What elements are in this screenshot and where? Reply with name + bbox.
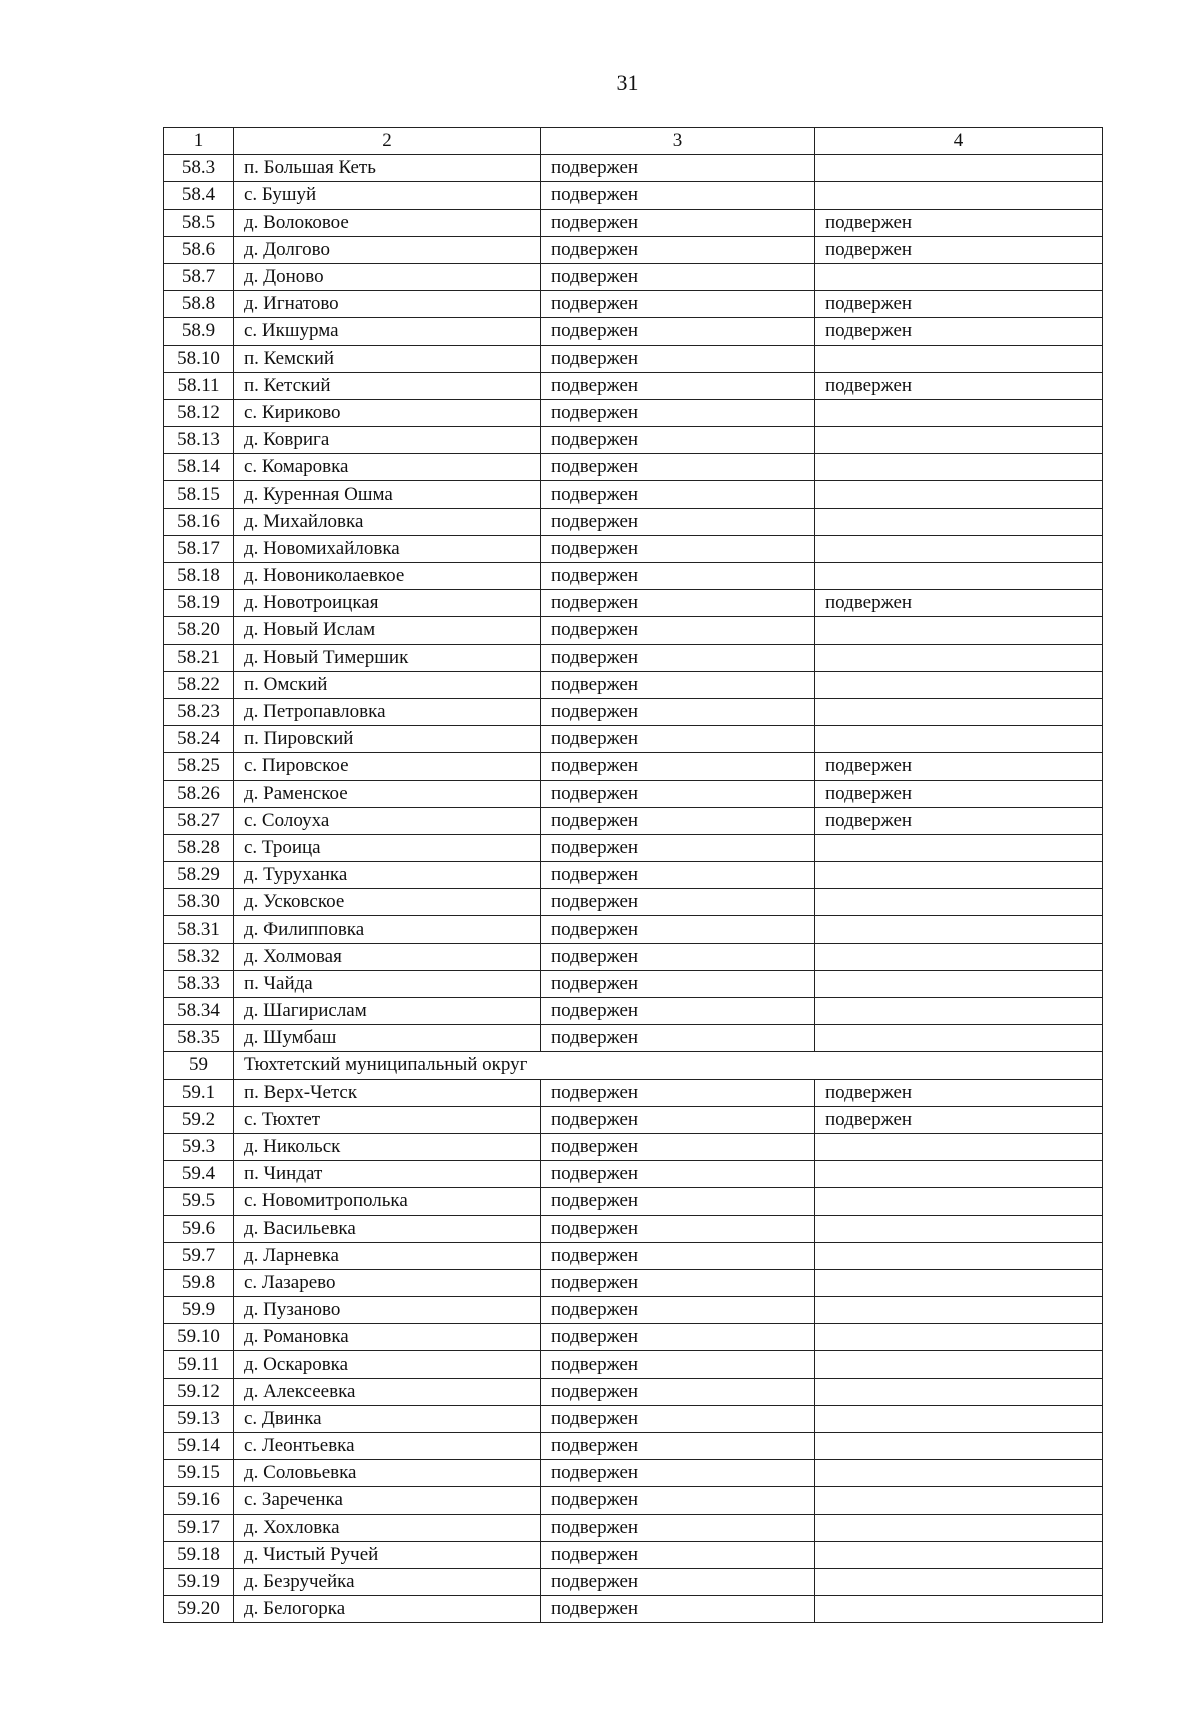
column-3-cell: подвержен xyxy=(541,1596,815,1623)
column-4-cell xyxy=(815,1460,1103,1487)
settlement-name-cell: д. Новониколаевкое xyxy=(234,563,541,590)
column-4-cell: подвержен xyxy=(815,590,1103,617)
row-number-cell: 58.19 xyxy=(164,590,234,617)
settlement-name-cell: д. Михайловка xyxy=(234,508,541,535)
row-number-cell: 59.2 xyxy=(164,1106,234,1133)
column-3-cell: подвержен xyxy=(541,1025,815,1052)
column-4-cell xyxy=(815,1324,1103,1351)
settlement-name-cell: д. Пузаново xyxy=(234,1297,541,1324)
settlement-name-cell: с. Двинка xyxy=(234,1405,541,1432)
column-3-cell: подвержен xyxy=(541,753,815,780)
row-number-cell: 58.15 xyxy=(164,481,234,508)
settlement-name-cell: д. Усковское xyxy=(234,889,541,916)
table-row xyxy=(164,671,1103,698)
table-row xyxy=(164,753,1103,780)
row-number-cell: 58.34 xyxy=(164,998,234,1025)
settlement-name-cell: с. Леонтьевка xyxy=(234,1433,541,1460)
table-row xyxy=(164,1106,1103,1133)
table-row xyxy=(164,427,1103,454)
table-row xyxy=(164,1378,1103,1405)
column-3-cell: подвержен xyxy=(541,508,815,535)
column-3-cell: подвержен xyxy=(541,1297,815,1324)
row-number-cell: 59.18 xyxy=(164,1541,234,1568)
column-4-cell xyxy=(815,182,1103,209)
column-4-cell xyxy=(815,1487,1103,1514)
settlement-name-cell: с. Лазарево xyxy=(234,1269,541,1296)
row-number-cell: 59.9 xyxy=(164,1297,234,1324)
settlement-name-cell: п. Большая Кеть xyxy=(234,155,541,182)
row-number-cell: 59.15 xyxy=(164,1460,234,1487)
settlement-name-cell: д. Филипповка xyxy=(234,916,541,943)
column-4-cell xyxy=(815,1188,1103,1215)
table-row xyxy=(164,508,1103,535)
settlement-name-cell: п. Чиндат xyxy=(234,1161,541,1188)
table-row xyxy=(164,481,1103,508)
column-3-cell: подвержен xyxy=(541,889,815,916)
table-row xyxy=(164,372,1103,399)
settlement-name-cell: с. Солоуха xyxy=(234,807,541,834)
row-number-cell: 59.20 xyxy=(164,1596,234,1623)
column-3-cell: подвержен xyxy=(541,535,815,562)
column-3-cell: подвержен xyxy=(541,1568,815,1595)
row-number-cell: 58.21 xyxy=(164,644,234,671)
column-3-cell: подвержен xyxy=(541,590,815,617)
column-4-cell xyxy=(815,1215,1103,1242)
column-4-cell: подвержен xyxy=(815,1079,1103,1106)
table-row xyxy=(164,1215,1103,1242)
column-4-cell xyxy=(815,454,1103,481)
table-row xyxy=(164,970,1103,997)
column-4-cell: подвержен xyxy=(815,753,1103,780)
column-3-cell: подвержен xyxy=(541,372,815,399)
column-3-cell: подвержен xyxy=(541,970,815,997)
column-3-cell: подвержен xyxy=(541,182,815,209)
section-row xyxy=(164,1052,1103,1079)
settlement-name-cell: с. Троица xyxy=(234,834,541,861)
settlement-name-cell: д. Петропавловка xyxy=(234,698,541,725)
table-row xyxy=(164,1297,1103,1324)
row-number-cell: 59.6 xyxy=(164,1215,234,1242)
table-row xyxy=(164,1079,1103,1106)
column-4-cell xyxy=(815,1025,1103,1052)
row-number-cell: 59.8 xyxy=(164,1269,234,1296)
column-3-cell: подвержен xyxy=(541,1541,815,1568)
column-3-cell: подвержен xyxy=(541,644,815,671)
column-3-cell: подвержен xyxy=(541,1133,815,1160)
row-number-cell: 58.25 xyxy=(164,753,234,780)
column-3-cell: подвержен xyxy=(541,1514,815,1541)
settlement-name-cell: д. Новый Тимершик xyxy=(234,644,541,671)
row-number-cell: 58.11 xyxy=(164,372,234,399)
header-row xyxy=(164,128,1103,155)
row-number-cell: 58.23 xyxy=(164,698,234,725)
column-4-cell xyxy=(815,1433,1103,1460)
row-number-cell: 58.14 xyxy=(164,454,234,481)
column-3-cell: подвержен xyxy=(541,1487,815,1514)
settlement-name-cell: с. Кириково xyxy=(234,399,541,426)
column-4-cell xyxy=(815,644,1103,671)
column-3-cell: подвержен xyxy=(541,1079,815,1106)
column-4-cell xyxy=(815,155,1103,182)
column-3-cell: подвержен xyxy=(541,834,815,861)
column-3-cell: подвержен xyxy=(541,1433,815,1460)
column-4-cell: подвержен xyxy=(815,236,1103,263)
column-3-cell: подвержен xyxy=(541,563,815,590)
settlement-name-cell: д. Туруханка xyxy=(234,862,541,889)
column-3-cell: подвержен xyxy=(541,1215,815,1242)
row-number-cell: 58.5 xyxy=(164,209,234,236)
row-number-cell: 59.17 xyxy=(164,1514,234,1541)
row-number-cell: 59.19 xyxy=(164,1568,234,1595)
row-number-cell: 58.17 xyxy=(164,535,234,562)
column-3-cell: подвержен xyxy=(541,1161,815,1188)
table-row xyxy=(164,1541,1103,1568)
table-row xyxy=(164,1269,1103,1296)
column-4-cell xyxy=(815,970,1103,997)
column-3-cell: подвержен xyxy=(541,399,815,426)
column-4-cell xyxy=(815,889,1103,916)
settlement-name-cell: д. Васильевка xyxy=(234,1215,541,1242)
column-4-cell xyxy=(815,834,1103,861)
row-number-cell: 58.27 xyxy=(164,807,234,834)
table-row xyxy=(164,318,1103,345)
settlement-name-cell: д. Раменское xyxy=(234,780,541,807)
table-row xyxy=(164,535,1103,562)
column-4-cell xyxy=(815,345,1103,372)
table-row xyxy=(164,563,1103,590)
column-3-cell: подвержен xyxy=(541,916,815,943)
column-4-cell xyxy=(815,535,1103,562)
row-number-cell: 58.12 xyxy=(164,399,234,426)
column-header: 2 xyxy=(234,128,541,155)
table-row xyxy=(164,236,1103,263)
column-4-cell xyxy=(815,916,1103,943)
row-number-cell: 58.28 xyxy=(164,834,234,861)
table-row xyxy=(164,182,1103,209)
column-4-cell xyxy=(815,998,1103,1025)
table-body xyxy=(164,155,1103,1623)
column-4-cell xyxy=(815,862,1103,889)
column-3-cell: подвержен xyxy=(541,1460,815,1487)
column-4-cell xyxy=(815,671,1103,698)
row-number-cell: 58.9 xyxy=(164,318,234,345)
settlement-name-cell: д. Белогорка xyxy=(234,1596,541,1623)
table-row xyxy=(164,1351,1103,1378)
table-row xyxy=(164,1460,1103,1487)
settlement-name-cell: д. Чистый Ручей xyxy=(234,1541,541,1568)
settlement-name-cell: д. Никольск xyxy=(234,1133,541,1160)
column-4-cell xyxy=(815,399,1103,426)
row-number-cell: 58.29 xyxy=(164,862,234,889)
row-number-cell: 58.32 xyxy=(164,943,234,970)
table-row xyxy=(164,263,1103,290)
settlement-name-cell: д. Новый Ислам xyxy=(234,617,541,644)
settlement-name-cell: с. Бушуй xyxy=(234,182,541,209)
column-3-cell: подвержен xyxy=(541,1324,815,1351)
row-number-cell: 59.5 xyxy=(164,1188,234,1215)
settlement-name-cell: п. Кемский xyxy=(234,345,541,372)
settlement-name-cell: д. Алексеевка xyxy=(234,1378,541,1405)
column-3-cell: подвержен xyxy=(541,1242,815,1269)
row-number-cell: 59.14 xyxy=(164,1433,234,1460)
row-number-cell: 59.12 xyxy=(164,1378,234,1405)
table-row xyxy=(164,454,1103,481)
settlement-name-cell: д. Коврига xyxy=(234,427,541,454)
settlement-name-cell: д. Хохловка xyxy=(234,1514,541,1541)
row-number-cell: 58.7 xyxy=(164,263,234,290)
column-3-cell: подвержен xyxy=(541,209,815,236)
column-4-cell xyxy=(815,508,1103,535)
table-row xyxy=(164,834,1103,861)
settlements-table xyxy=(163,127,1103,1623)
settlement-name-cell: д. Долгово xyxy=(234,236,541,263)
column-4-cell xyxy=(815,698,1103,725)
column-4-cell xyxy=(815,1514,1103,1541)
row-number-cell: 58.13 xyxy=(164,427,234,454)
column-3-cell: подвержен xyxy=(541,318,815,345)
table-row xyxy=(164,399,1103,426)
column-3-cell: подвержен xyxy=(541,1269,815,1296)
settlement-name-cell: д. Шагирислам xyxy=(234,998,541,1025)
column-4-cell: подвержен xyxy=(815,291,1103,318)
settlement-name-cell: с. Пировское xyxy=(234,753,541,780)
settlement-name-cell: с. Тюхтет xyxy=(234,1106,541,1133)
column-4-cell xyxy=(815,1242,1103,1269)
table-row xyxy=(164,1568,1103,1595)
row-number-cell: 59.3 xyxy=(164,1133,234,1160)
row-number-cell: 58.33 xyxy=(164,970,234,997)
table-row xyxy=(164,1596,1103,1623)
column-4-cell: подвержен xyxy=(815,372,1103,399)
row-number-cell: 58.3 xyxy=(164,155,234,182)
column-4-cell xyxy=(815,1596,1103,1623)
column-3-cell: подвержен xyxy=(541,780,815,807)
row-number-cell: 58.31 xyxy=(164,916,234,943)
settlement-name-cell: д. Новомихайловка xyxy=(234,535,541,562)
column-4-cell xyxy=(815,1161,1103,1188)
row-number-cell: 58.8 xyxy=(164,291,234,318)
column-3-cell: подвержен xyxy=(541,617,815,644)
table-row xyxy=(164,1514,1103,1541)
column-4-cell xyxy=(815,1351,1103,1378)
table-row xyxy=(164,698,1103,725)
column-3-cell: подвержен xyxy=(541,236,815,263)
row-number-cell: 58.35 xyxy=(164,1025,234,1052)
settlement-name-cell: с. Новомитрополька xyxy=(234,1188,541,1215)
row-number-cell: 58.20 xyxy=(164,617,234,644)
table-row xyxy=(164,916,1103,943)
row-number-cell: 58.18 xyxy=(164,563,234,590)
column-3-cell: подвержен xyxy=(541,1188,815,1215)
settlement-name-cell: д. Ларневка xyxy=(234,1242,541,1269)
row-number-cell: 59.1 xyxy=(164,1079,234,1106)
table-row xyxy=(164,345,1103,372)
row-number-cell: 58.16 xyxy=(164,508,234,535)
table-row xyxy=(164,862,1103,889)
column-3-cell: подвержен xyxy=(541,345,815,372)
column-4-cell xyxy=(815,427,1103,454)
column-3-cell: подвержен xyxy=(541,1351,815,1378)
settlement-name-cell: д. Доново xyxy=(234,263,541,290)
column-4-cell xyxy=(815,943,1103,970)
settlement-name-cell: д. Соловьевка xyxy=(234,1460,541,1487)
table-row xyxy=(164,617,1103,644)
column-3-cell: подвержен xyxy=(541,291,815,318)
page-number: 31 xyxy=(616,70,639,95)
row-number-cell: 58.30 xyxy=(164,889,234,916)
table-row xyxy=(164,1487,1103,1514)
row-number-cell: 58.24 xyxy=(164,726,234,753)
row-number-cell: 59.10 xyxy=(164,1324,234,1351)
table-row xyxy=(164,1161,1103,1188)
settlement-name-cell: п. Омский xyxy=(234,671,541,698)
row-number-cell: 59 xyxy=(164,1052,234,1079)
column-3-cell: подвержен xyxy=(541,943,815,970)
column-3-cell: подвержен xyxy=(541,998,815,1025)
column-3-cell: подвержен xyxy=(541,807,815,834)
table-row xyxy=(164,889,1103,916)
table-row xyxy=(164,590,1103,617)
table-row xyxy=(164,943,1103,970)
table-row xyxy=(164,1242,1103,1269)
table-row xyxy=(164,1025,1103,1052)
column-4-cell: подвержен xyxy=(815,318,1103,345)
section-title-cell: Тюхтетский муниципальный округ xyxy=(234,1052,1103,1079)
row-number-cell: 58.4 xyxy=(164,182,234,209)
table-row xyxy=(164,1405,1103,1432)
row-number-cell: 59.7 xyxy=(164,1242,234,1269)
row-number-cell: 59.16 xyxy=(164,1487,234,1514)
column-4-cell xyxy=(815,1568,1103,1595)
column-3-cell: подвержен xyxy=(541,671,815,698)
settlement-name-cell: п. Пировский xyxy=(234,726,541,753)
settlement-name-cell: д. Волоковое xyxy=(234,209,541,236)
settlement-name-cell: п. Верх-Четск xyxy=(234,1079,541,1106)
column-3-cell: подвержен xyxy=(541,1106,815,1133)
row-number-cell: 59.4 xyxy=(164,1161,234,1188)
column-4-cell xyxy=(815,1378,1103,1405)
settlement-name-cell: д. Игнатово xyxy=(234,291,541,318)
settlement-name-cell: с. Комаровка xyxy=(234,454,541,481)
column-4-cell: подвержен xyxy=(815,1106,1103,1133)
column-3-cell: подвержен xyxy=(541,698,815,725)
table-row xyxy=(164,1188,1103,1215)
column-4-cell xyxy=(815,726,1103,753)
settlement-name-cell: д. Романовка xyxy=(234,1324,541,1351)
table-row xyxy=(164,780,1103,807)
settlement-name-cell: д. Куренная Ошма xyxy=(234,481,541,508)
settlement-name-cell: п. Чайда xyxy=(234,970,541,997)
table-row xyxy=(164,998,1103,1025)
column-4-cell xyxy=(815,1405,1103,1432)
column-4-cell xyxy=(815,617,1103,644)
settlement-name-cell: д. Безручейка xyxy=(234,1568,541,1595)
settlement-name-cell: д. Шумбаш xyxy=(234,1025,541,1052)
column-4-cell xyxy=(815,563,1103,590)
table-row xyxy=(164,209,1103,236)
table-row xyxy=(164,1324,1103,1351)
column-4-cell xyxy=(815,263,1103,290)
column-3-cell: подвержен xyxy=(541,1378,815,1405)
column-4-cell xyxy=(815,1133,1103,1160)
row-number-cell: 59.11 xyxy=(164,1351,234,1378)
column-4-cell: подвержен xyxy=(815,209,1103,236)
settlement-name-cell: с. Икшурма xyxy=(234,318,541,345)
column-3-cell: подвержен xyxy=(541,155,815,182)
row-number-cell: 58.22 xyxy=(164,671,234,698)
settlement-name-cell: с. Зареченка xyxy=(234,1487,541,1514)
column-4-cell xyxy=(815,1541,1103,1568)
settlement-name-cell: д. Оскаровка xyxy=(234,1351,541,1378)
column-4-cell xyxy=(815,481,1103,508)
row-number-cell: 58.26 xyxy=(164,780,234,807)
column-4-cell xyxy=(815,1269,1103,1296)
settlement-name-cell: д. Новотроицкая xyxy=(234,590,541,617)
column-3-cell: подвержен xyxy=(541,263,815,290)
column-3-cell: подвержен xyxy=(541,862,815,889)
column-4-cell xyxy=(815,1297,1103,1324)
table-row xyxy=(164,1133,1103,1160)
table-row xyxy=(164,1433,1103,1460)
settlement-name-cell: д. Холмовая xyxy=(234,943,541,970)
column-header: 1 xyxy=(164,128,234,155)
row-number-cell: 59.13 xyxy=(164,1405,234,1432)
column-3-cell: подвержен xyxy=(541,454,815,481)
table-row xyxy=(164,726,1103,753)
column-3-cell: подвержен xyxy=(541,1405,815,1432)
column-3-cell: подвержен xyxy=(541,427,815,454)
settlement-name-cell: п. Кетский xyxy=(234,372,541,399)
column-header: 3 xyxy=(541,128,815,155)
table-row xyxy=(164,644,1103,671)
column-4-cell: подвержен xyxy=(815,780,1103,807)
column-3-cell: подвержен xyxy=(541,726,815,753)
table-row xyxy=(164,291,1103,318)
column-4-cell: подвержен xyxy=(815,807,1103,834)
table-row xyxy=(164,807,1103,834)
column-3-cell: подвержен xyxy=(541,481,815,508)
row-number-cell: 58.6 xyxy=(164,236,234,263)
column-header: 4 xyxy=(815,128,1103,155)
row-number-cell: 58.10 xyxy=(164,345,234,372)
table-row xyxy=(164,155,1103,182)
